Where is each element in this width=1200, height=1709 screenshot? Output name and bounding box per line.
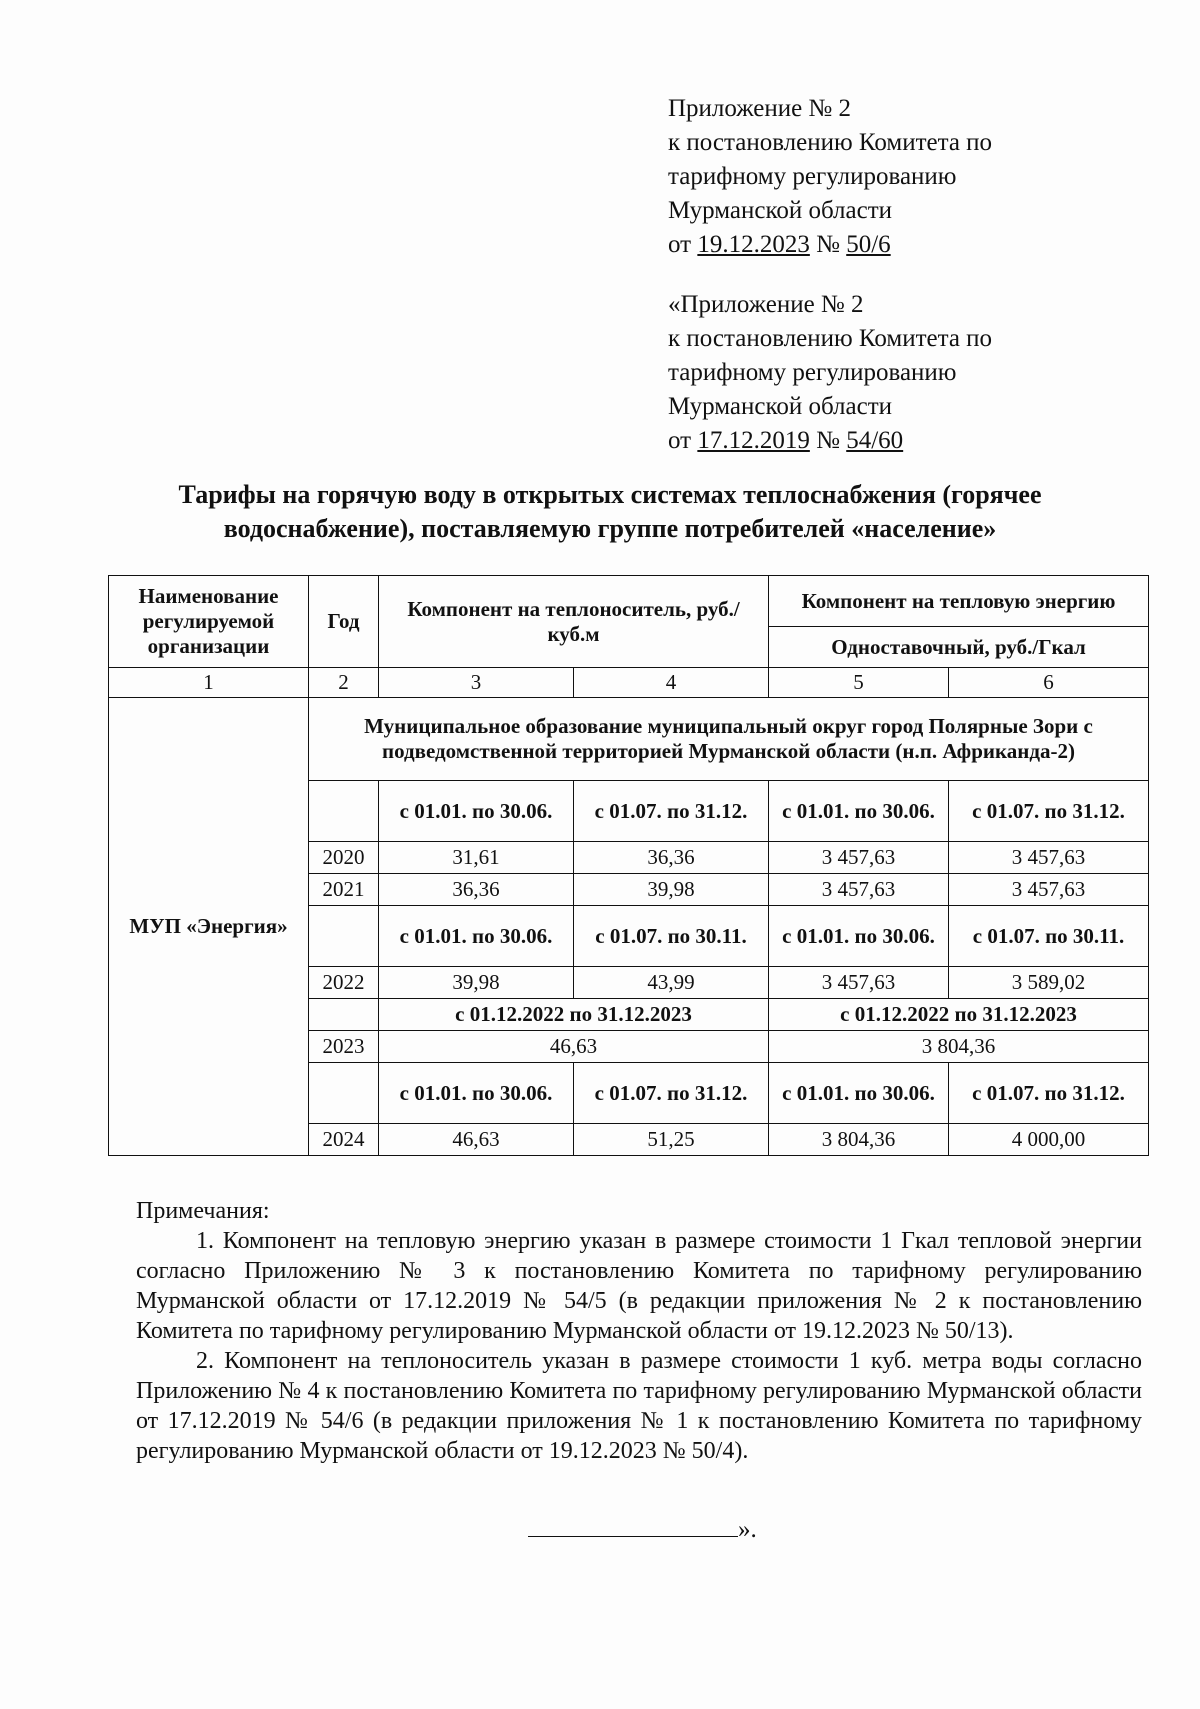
value-cell: 4 000,00 xyxy=(949,1124,1149,1156)
notes-section xyxy=(136,1196,1142,1466)
number-prefix: № xyxy=(809,427,847,454)
period-cell: с 01.01. по 30.06. xyxy=(379,781,574,842)
year-cell xyxy=(309,781,379,842)
year-cell xyxy=(309,1063,379,1124)
year-cell: 2021 xyxy=(309,874,379,906)
year-cell: 2022 xyxy=(309,967,379,999)
value-cell: 3 589,02 xyxy=(949,967,1149,999)
header-thermal-energy: Компонент на тепловую энергию xyxy=(769,576,1149,627)
year-cell xyxy=(309,906,379,967)
header-organization: Наименование регулируемой организации xyxy=(109,576,309,668)
appendix-line: к постановлению Комитета по xyxy=(668,129,993,156)
appendix-header xyxy=(668,92,992,262)
municipality-name: Муниципальное образование муниципальный округ город Полярные Зори с подведомственной территорией Мурманской области (н.п. Африканда-2) xyxy=(309,698,1149,781)
value-cell: 36,36 xyxy=(379,874,574,906)
appendix-number: 54/60 xyxy=(846,427,904,454)
note-item: 1. Компонент на тепловую энергию указан в размере стоимости 1 Гкал тепловой энергии согласно Приложению № 3 к постановлению Комитета по тарифному регулированию Мурманской области от 17.12.2019 № 54/5 (в редакции приложения № 2 к постановлению Комитета по тарифному регулированию Мурманской области от 19.12.2023 № 50/13). xyxy=(136,1228,1142,1344)
value-cell: 3 457,63 xyxy=(949,842,1149,874)
column-number: 2 xyxy=(309,668,379,698)
column-number: 4 xyxy=(574,668,769,698)
appendix-date: 17.12.2019 xyxy=(697,427,810,454)
note-item: 2. Компонент на теплоноситель указан в размере стоимости 1 куб. метра воды согласно Приложению № 4 к постановлению Комитета по тарифному регулированию Мурманской области от 17.12.2019 № 54/6 (в редакции приложения № 1 к постановлению Комитета по тарифному регулированию Мурманской области от 19.12.2023 № 50/4). xyxy=(136,1348,1142,1464)
period-cell: с 01.01. по 30.06. xyxy=(769,906,949,967)
period-cell: с 01.01. по 30.06. xyxy=(769,781,949,842)
closing-mark xyxy=(528,1516,757,1544)
appendix-line: Мурманской области xyxy=(668,393,893,420)
appendix-line: Приложение № 2 xyxy=(668,95,852,122)
date-prefix: от xyxy=(668,427,698,454)
appendix-reference xyxy=(668,288,992,458)
period-cell: с 01.07. по 31.12. xyxy=(949,781,1149,842)
date-prefix: от xyxy=(668,231,698,258)
header-heat-carrier: Компонент на теплоноситель, руб./куб.м xyxy=(379,576,769,668)
appendix-number: 50/6 xyxy=(846,231,891,258)
value-cell: 3 457,63 xyxy=(769,874,949,906)
value-cell: 3 457,63 xyxy=(949,874,1149,906)
header-single-rate: Одноставочный, руб./Гкал xyxy=(769,627,1149,668)
appendix-line: тарифному регулированию xyxy=(668,163,957,190)
value-cell: 3 804,36 xyxy=(769,1124,949,1156)
period-cell: с 01.12.2022 по 31.12.2023 xyxy=(769,999,1149,1031)
municipality-row xyxy=(109,698,1149,781)
value-cell: 31,61 xyxy=(379,842,574,874)
year-cell: 2023 xyxy=(309,1031,379,1063)
value-cell: 3 804,36 xyxy=(769,1031,1149,1063)
closing-quote: ». xyxy=(738,1516,757,1543)
column-number: 5 xyxy=(769,668,949,698)
value-cell: 3 457,63 xyxy=(769,967,949,999)
period-cell: с 01.07. по 31.12. xyxy=(574,781,769,842)
tariff-table xyxy=(108,575,1149,1156)
appendix-line: Мурманской области xyxy=(668,197,893,224)
value-cell: 39,98 xyxy=(574,874,769,906)
column-number: 1 xyxy=(109,668,309,698)
period-cell: с 01.07. по 30.11. xyxy=(574,906,769,967)
period-cell: с 01.01. по 30.06. xyxy=(379,906,574,967)
year-cell: 2020 xyxy=(309,842,379,874)
column-number-row xyxy=(109,668,1149,698)
organization-name: МУП «Энергия» xyxy=(109,698,309,1156)
value-cell: 43,99 xyxy=(574,967,769,999)
document-title: Тарифы на горячую воду в открытых системах теплоснабжения (горячее водоснабжение), поставляемую группе потребителей «население» xyxy=(178,480,1042,543)
value-cell: 51,25 xyxy=(574,1124,769,1156)
appendix-date-line xyxy=(668,424,992,458)
period-cell: с 01.07. по 30.11. xyxy=(949,906,1149,967)
period-cell: с 01.07. по 31.12. xyxy=(949,1063,1149,1124)
header-row xyxy=(109,576,1149,627)
appendix-line: тарифному регулированию xyxy=(668,359,957,386)
value-cell: 39,98 xyxy=(379,967,574,999)
appendix-line: «Приложение № 2 xyxy=(668,291,864,318)
value-cell: 46,63 xyxy=(379,1124,574,1156)
value-cell: 46,63 xyxy=(379,1031,769,1063)
year-cell: 2024 xyxy=(309,1124,379,1156)
period-cell: с 01.12.2022 по 31.12.2023 xyxy=(379,999,769,1031)
column-number: 3 xyxy=(379,668,574,698)
period-cell: с 01.01. по 30.06. xyxy=(379,1063,574,1124)
column-number: 6 xyxy=(949,668,1149,698)
value-cell: 3 457,63 xyxy=(769,842,949,874)
period-cell: с 01.07. по 31.12. xyxy=(574,1063,769,1124)
closing-line xyxy=(528,1516,738,1537)
appendix-date: 19.12.2023 xyxy=(697,231,810,258)
appendix-line: к постановлению Комитета по xyxy=(668,325,993,352)
period-cell: с 01.01. по 30.06. xyxy=(769,1063,949,1124)
appendix-date-line xyxy=(668,228,992,262)
notes-heading: Примечания: xyxy=(136,1198,270,1224)
value-cell: 36,36 xyxy=(574,842,769,874)
header-year: Год xyxy=(309,576,379,668)
year-cell xyxy=(309,999,379,1031)
number-prefix: № xyxy=(809,231,847,258)
